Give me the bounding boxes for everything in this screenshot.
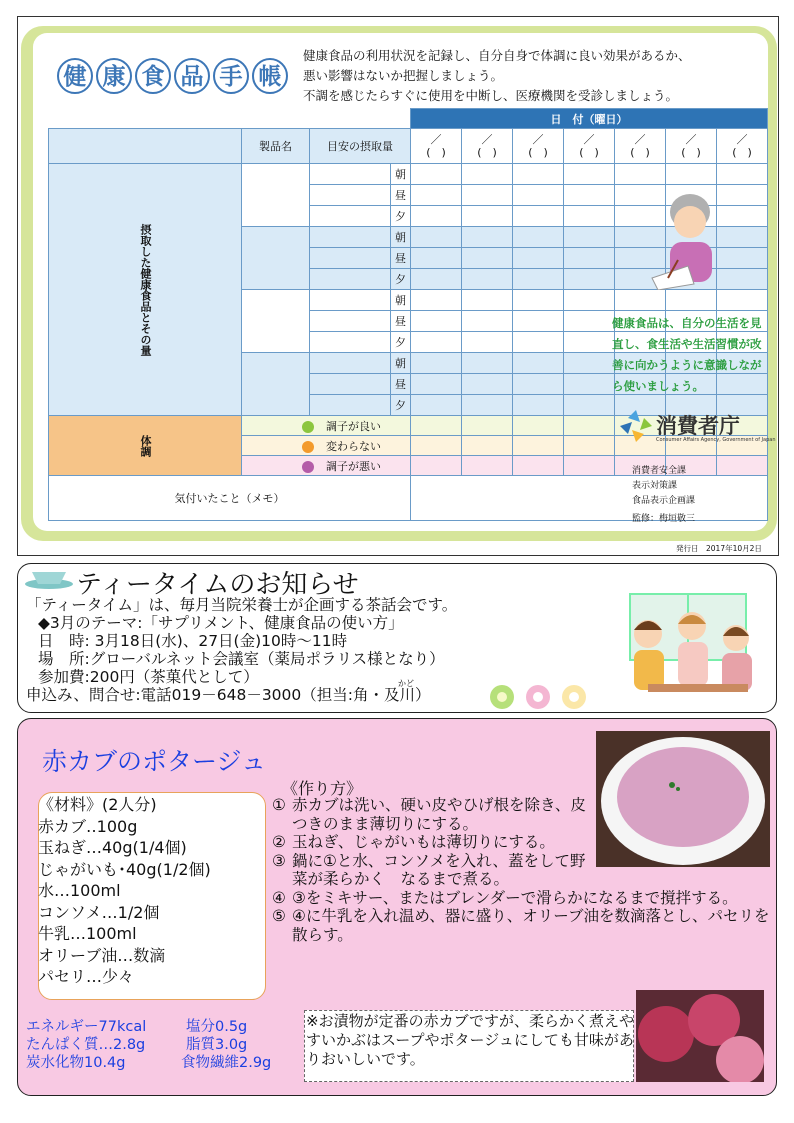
entry-cell [411, 185, 462, 206]
nutrition-info [26, 1018, 271, 1072]
step-number: ① [272, 796, 286, 814]
entry-cell [513, 332, 564, 353]
entry-cell [564, 269, 615, 290]
entry-cell [411, 227, 462, 248]
weekday-paren: ( ) [528, 146, 548, 159]
material-item: 玉ねぎ…40g(1/4個) [38, 838, 187, 857]
entry-cell [411, 332, 462, 353]
department: 消費者安全課 [632, 466, 687, 476]
condition-entry [564, 436, 615, 456]
entry-cell [462, 269, 513, 290]
time-label: 朝 [391, 164, 411, 185]
corner-cell [49, 129, 242, 164]
supervisor: 監修：梅垣敬三 [632, 514, 696, 524]
time-label: 昼 [391, 374, 411, 395]
amount-cell [310, 206, 391, 227]
entry-cell [462, 248, 513, 269]
step-item [272, 796, 592, 833]
entry-cell [564, 395, 615, 416]
entry-cell [462, 395, 513, 416]
recipe-note: ※お漬物が定番の赤カブですが、柔らかく煮えやすいかぶはスープやポタージュにしても甘味がありおいしいです。 [306, 1012, 635, 1068]
agency-name: 消費者庁 [656, 414, 740, 438]
entry-cell [513, 269, 564, 290]
recipe-title: 赤カブのポタージュ [42, 747, 267, 776]
product-name-cell [242, 353, 310, 416]
entry-cell [411, 248, 462, 269]
material-item: 赤カブ‥100g [38, 816, 138, 836]
date-cell [717, 129, 768, 164]
entry-cell [513, 395, 564, 416]
step-text: 玉ねぎ、じゃがいもは薄切りにする。 [292, 833, 555, 851]
entry-cell [564, 353, 615, 374]
red-turnip-photo [636, 990, 764, 1086]
nutrition-value: 脂質3.0g [186, 1037, 248, 1053]
date-cell [411, 129, 462, 164]
intake-label-text: 摂取した健康食品とその量 [139, 223, 152, 356]
condition-entry [462, 456, 513, 476]
condition-entry [462, 416, 513, 436]
entry-cell [411, 395, 462, 416]
date-cell [462, 129, 513, 164]
entry-cell [513, 311, 564, 332]
title-char: 帳 [252, 58, 288, 94]
department: 表示対策課 [632, 481, 678, 491]
date-cell [513, 129, 564, 164]
entry-cell [564, 374, 615, 395]
publish-date: 発行日 2017年10月2日 [676, 544, 762, 553]
intro-line: 悪い影響はないか把握しましょう。 [303, 68, 504, 83]
time-label: 朝 [391, 290, 411, 311]
condition-text: 調子が良い [326, 419, 381, 433]
material-item: オリーブ油…数滴 [38, 945, 166, 965]
entry-cell [513, 164, 564, 185]
teacup-icon [24, 568, 74, 594]
entry-cell [513, 248, 564, 269]
department-list [632, 464, 695, 527]
condition-entry [717, 456, 768, 476]
amount-cell [310, 290, 391, 311]
notebook-intro [303, 46, 763, 106]
material-item: パセリ…少々 [38, 967, 135, 986]
teatime-line: 場 所:グローバルネット会議室（薬局ポラリス様となり） [38, 650, 445, 668]
intake-label [49, 164, 242, 416]
entry-cell [513, 374, 564, 395]
amount-cell [310, 164, 391, 185]
date-cell [666, 129, 717, 164]
elderly-writing-illustration [648, 180, 728, 290]
condition-entry [462, 436, 513, 456]
entry-cell [411, 311, 462, 332]
agency-subtitle: Consumer Affairs Agency, Government of Japan [656, 437, 776, 443]
blank-header [49, 109, 411, 129]
date-slash: ／ [736, 133, 748, 146]
time-label: 夕 [391, 269, 411, 290]
condition-entry [513, 416, 564, 436]
entry-cell [513, 185, 564, 206]
nutrition-value: 炭水化物10.4g [26, 1055, 126, 1071]
step-number: ② [272, 833, 286, 851]
product-name-cell [242, 227, 310, 290]
condition-entry [564, 456, 615, 476]
materials-heading: 《材料》(2人分) [38, 795, 157, 814]
entry-cell [411, 374, 462, 395]
nutrition-value: 塩分0.5g [186, 1019, 248, 1035]
step-item [272, 889, 772, 908]
sweets-icon [486, 684, 596, 714]
amount-cell [310, 185, 391, 206]
entry-cell [462, 290, 513, 311]
amount-cell [310, 332, 391, 353]
step-item [272, 907, 772, 944]
title-char: 手 [213, 58, 249, 94]
entry-cell [513, 227, 564, 248]
time-label: 昼 [391, 248, 411, 269]
time-label: 昼 [391, 185, 411, 206]
title-char: 健 [57, 58, 93, 94]
entry-cell [513, 353, 564, 374]
condition-option [242, 416, 411, 436]
amount-cell [310, 395, 391, 416]
entry-cell [411, 164, 462, 185]
entry-cell [462, 353, 513, 374]
entry-cell [513, 290, 564, 311]
date-header: 日 付（曜日） [411, 109, 768, 129]
entry-cell [462, 164, 513, 185]
amount-cell [310, 311, 391, 332]
nutrition-value: エネルギー77kcal [26, 1019, 147, 1035]
teatime-line: 参加費:200円（茶菓代として） [38, 668, 259, 686]
intro-line: 健康食品の利用状況を記録し、自分自身で体調に良い効果があるか、 [303, 48, 691, 63]
entry-cell [462, 332, 513, 353]
entry-cell [462, 185, 513, 206]
time-label: 朝 [391, 353, 411, 374]
condition-label-text: 体調 [139, 434, 152, 457]
entry-cell [564, 227, 615, 248]
entry-cell [615, 290, 666, 311]
entry-cell [411, 290, 462, 311]
entry-cell [564, 164, 615, 185]
entry-cell [513, 206, 564, 227]
step-text: ③をミキサー、またはブレンダーで滑らかになるまで撹拌する。 [292, 888, 738, 907]
entry-cell [462, 206, 513, 227]
department: 食品表示企画課 [632, 496, 696, 506]
material-item: 牛乳…100ml [38, 924, 137, 943]
amount-cell [310, 227, 391, 248]
condition-entry [411, 436, 462, 456]
condition-option [242, 456, 411, 476]
weekday-paren: ( ) [681, 146, 701, 159]
entry-cell [462, 311, 513, 332]
condition-text: 調子が悪い [326, 459, 381, 473]
step-number: ③ [272, 851, 286, 870]
teatime-line: 日 時: 3月18日(水)、27日(金)10時～11時 [38, 632, 348, 650]
material-item: 水…100ml [38, 881, 121, 900]
date-slash: ／ [634, 133, 646, 146]
weekday-paren: ( ) [630, 146, 650, 159]
condition-entry [411, 456, 462, 476]
entry-cell [411, 269, 462, 290]
entry-cell [564, 185, 615, 206]
step-number: ④ [272, 888, 286, 907]
furigana: かど [398, 679, 414, 688]
amount-cell [310, 248, 391, 269]
entry-cell [462, 374, 513, 395]
steps-list [272, 796, 772, 944]
amount-cell [310, 353, 391, 374]
date-cell [615, 129, 666, 164]
entry-cell [564, 290, 615, 311]
time-label: 夕 [391, 395, 411, 416]
product-name-cell [242, 290, 310, 353]
entry-cell [666, 290, 717, 311]
condition-entry [513, 456, 564, 476]
title-char: 品 [174, 58, 210, 94]
sad-face-icon [302, 461, 314, 473]
teatime-title: ティータイムのお知らせ [76, 570, 359, 600]
side-message: 健康食品は、自分の生活を見直し、食生活や生活習慣が改善に向かうように意識しながら使いましょう。 [612, 316, 762, 393]
entry-cell [564, 206, 615, 227]
condition-option [242, 436, 411, 456]
date-slash: ／ [583, 133, 595, 146]
steps-heading: 《作り方》 [282, 779, 363, 798]
date-cell [564, 129, 615, 164]
condition-label [49, 416, 242, 476]
materials-list [38, 794, 211, 988]
entry-cell [564, 311, 615, 332]
material-item: コンソメ…1/2個 [38, 902, 160, 922]
date-slash: ／ [481, 133, 493, 146]
entry-cell [462, 227, 513, 248]
tea-party-illustration [608, 588, 768, 710]
time-label: 昼 [391, 311, 411, 332]
neutral-face-icon [302, 441, 314, 453]
step-number: ⑤ [272, 907, 286, 925]
time-label: 朝 [391, 227, 411, 248]
entry-cell [411, 353, 462, 374]
intro-line: 不調を感じたらすぐに使用を中断し、医療機関を受診しましょう。 [303, 88, 679, 103]
date-slash: ／ [685, 133, 697, 146]
teatime-line: 「ティータイム」は、毎月当院栄養士が企画する茶話会です。 [26, 596, 458, 614]
step-item [272, 833, 592, 852]
product-name-cell [242, 164, 310, 227]
time-label: 夕 [391, 206, 411, 227]
teatime-details [26, 596, 457, 704]
title-char: 康 [96, 58, 132, 94]
condition-entry [411, 416, 462, 436]
weekday-paren: ( ) [579, 146, 599, 159]
memo-label: 気付いたこと（メモ） [49, 476, 411, 521]
material-item: じゃがいも･40g(1/2個) [38, 859, 211, 879]
step-text: 鍋に①と水、コンソメを入れ、蓋をして野菜が柔らかく なるまで煮る。 [292, 851, 586, 888]
step-text: ④に牛乳を入れ温め、器に盛り、オリーブ油を数滴落とし、パセリを散らす。 [292, 907, 770, 944]
time-label: 夕 [391, 332, 411, 353]
date-slash: ／ [430, 133, 442, 146]
teatime-line: 申込み、問合せ:電話019－648－3000（担当:角・及川） [26, 686, 431, 704]
happy-face-icon [302, 421, 314, 433]
nutrition-value: たんぱく質…2.8g [26, 1037, 146, 1053]
memo-area [411, 476, 768, 521]
amount-cell [310, 269, 391, 290]
step-text: 赤カブは洗い、硬い皮やひげ根を除き、皮つきのまま薄切りにする。 [292, 796, 586, 833]
amount-cell [310, 374, 391, 395]
entry-cell [411, 206, 462, 227]
teatime-line: ◆3月のテーマ:「サプリメント、健康食品の使い方」 [38, 614, 404, 632]
condition-entry [564, 416, 615, 436]
weekday-paren: ( ) [732, 146, 752, 159]
amount-header: 目安の摂取量 [310, 129, 411, 164]
title-char: 食 [135, 58, 171, 94]
agency-logo-icon [618, 408, 654, 448]
weekday-paren: ( ) [477, 146, 497, 159]
nutrition-value: 食物繊維2.9g [181, 1055, 272, 1071]
date-slash: ／ [532, 133, 544, 146]
condition-entry [513, 436, 564, 456]
entry-cell [564, 332, 615, 353]
product-header: 製品名 [242, 129, 310, 164]
weekday-paren: ( ) [426, 146, 446, 159]
entry-cell [717, 290, 768, 311]
condition-text: 変わらない [326, 439, 381, 453]
entry-cell [564, 248, 615, 269]
step-item [272, 852, 597, 889]
